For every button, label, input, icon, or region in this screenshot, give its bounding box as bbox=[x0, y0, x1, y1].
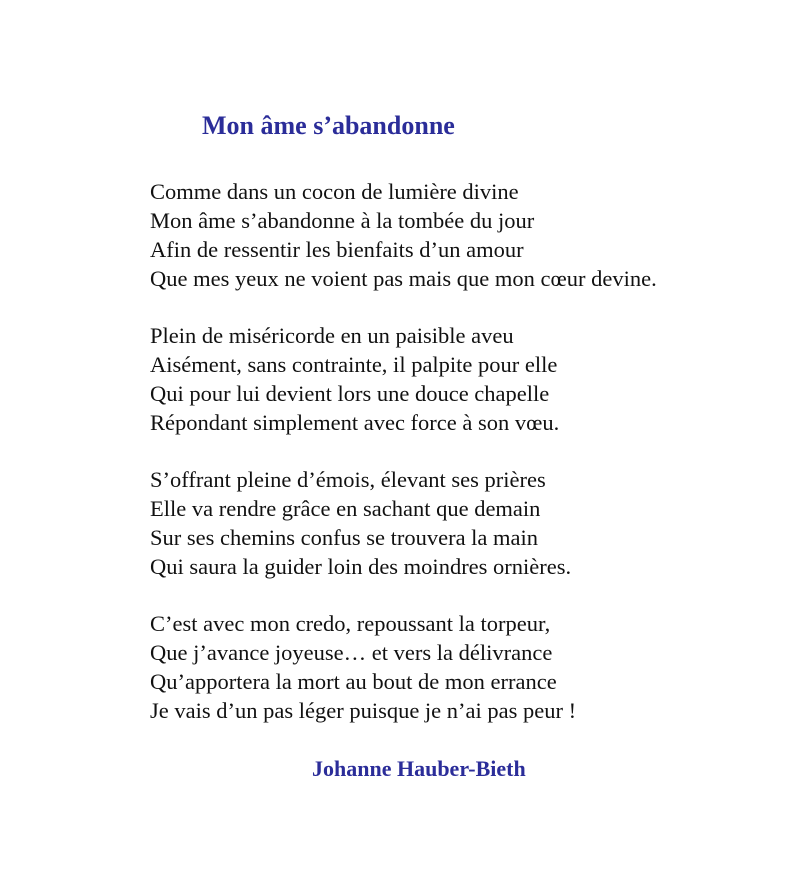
verse: Comme dans un cocon de lumière divine bbox=[150, 179, 519, 204]
verse: Que mes yeux ne voient pas mais que mon cœur devine. bbox=[150, 266, 657, 291]
verse: Je vais d’un pas léger puisque je n’ai pas peur ! bbox=[150, 698, 577, 723]
poem-author: Johanne Hauber-Bieth bbox=[312, 756, 526, 781]
verse: Qui saura la guider loin des moindres ornières. bbox=[150, 554, 572, 579]
stanza-4 bbox=[150, 609, 780, 725]
verse: Mon âme s’abandonne à la tombée du jour bbox=[150, 208, 535, 233]
stanza-2 bbox=[150, 321, 780, 437]
verse: Plein de miséricorde en un paisible aveu bbox=[150, 323, 514, 348]
verse: Répondant simplement avec force à son vœu. bbox=[150, 410, 560, 435]
verse: Afin de ressentir les bienfaits d’un amour bbox=[150, 237, 524, 262]
verse: Qui pour lui devient lors une douce chapelle bbox=[150, 381, 550, 406]
verse: Sur ses chemins confus se trouvera la main bbox=[150, 525, 539, 550]
verse: S’offrant pleine d’émois, élevant ses prières bbox=[150, 467, 546, 492]
poem-title: Mon âme s’abandonne bbox=[202, 111, 455, 140]
verse: Aisément, sans contrainte, il palpite pour elle bbox=[150, 352, 558, 377]
verse: Elle va rendre grâce en sachant que demain bbox=[150, 496, 541, 521]
poem-body bbox=[150, 177, 780, 753]
verse: C’est avec mon credo, repoussant la torpeur, bbox=[150, 611, 551, 636]
verse: Que j’avance joyeuse… et vers la délivrance bbox=[150, 640, 553, 665]
stanza-1 bbox=[150, 177, 780, 293]
stanza-3 bbox=[150, 465, 780, 581]
verse: Qu’apportera la mort au bout de mon errance bbox=[150, 669, 557, 694]
